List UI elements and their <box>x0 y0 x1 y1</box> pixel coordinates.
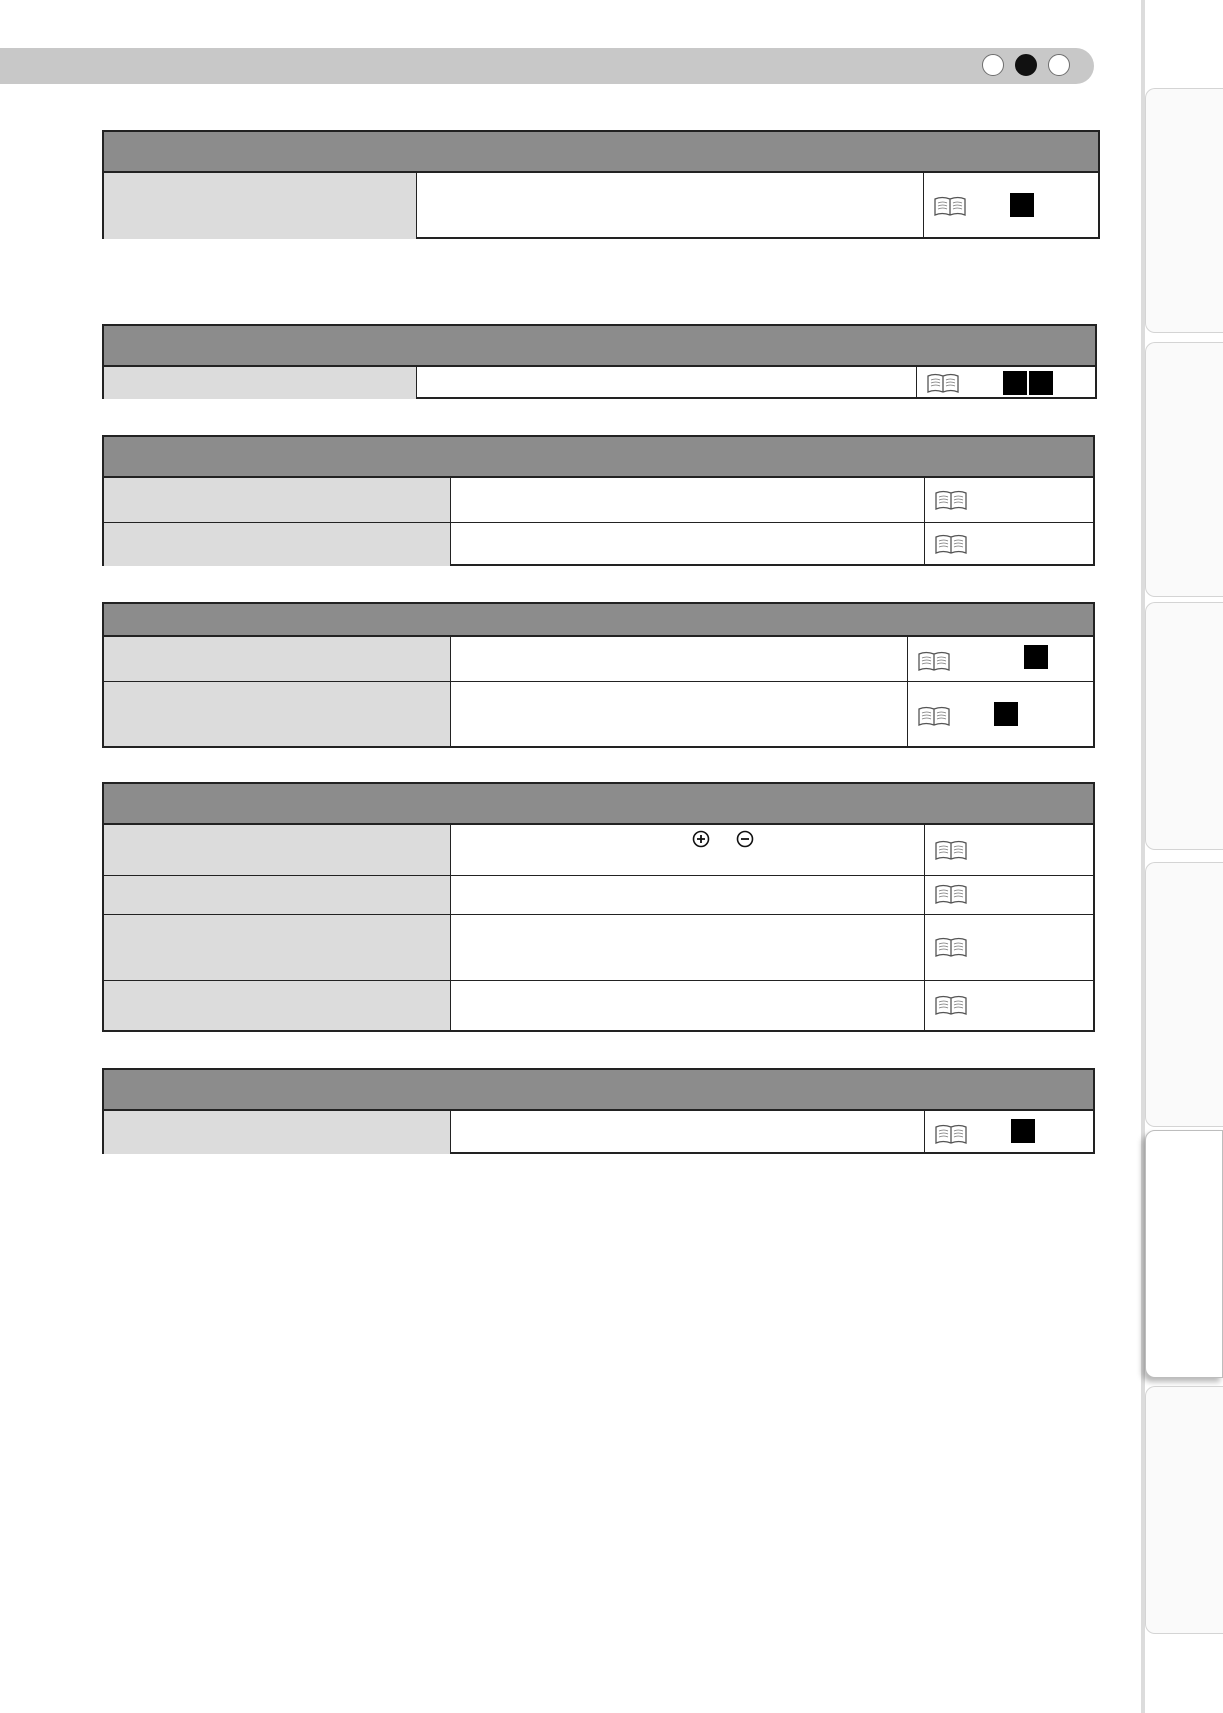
table-row <box>104 478 1093 522</box>
table-row <box>104 637 1093 681</box>
book-icon <box>918 705 950 727</box>
chapter-marker <box>1029 371 1053 395</box>
page-reference-cell <box>925 478 1093 522</box>
page-reference-cell <box>925 915 1093 980</box>
row-label-cell <box>104 981 451 1030</box>
row-label-cell <box>104 637 451 681</box>
row-description-cell <box>417 367 917 399</box>
row-description-cell <box>451 825 925 875</box>
side-tab-1[interactable] <box>1145 88 1223 333</box>
row-description-cell <box>451 478 925 522</box>
page-indicator <box>982 54 1070 76</box>
indicator-dot-2-active <box>1015 54 1037 76</box>
section-header <box>104 437 1093 478</box>
row-label-cell <box>104 682 451 746</box>
settings-table-2 <box>102 324 1097 399</box>
section-header <box>104 132 1098 173</box>
row-label-cell <box>104 825 451 875</box>
table-row <box>104 522 1093 566</box>
table-row <box>104 1111 1093 1154</box>
page-reference-cell <box>924 173 1098 239</box>
side-tab-4[interactable] <box>1145 862 1223 1127</box>
book-icon <box>927 372 959 394</box>
row-description-cell <box>451 876 925 914</box>
book-icon <box>935 1123 967 1145</box>
book-icon <box>935 839 967 861</box>
section-header <box>104 604 1093 637</box>
row-label-cell <box>104 876 451 914</box>
book-icon <box>935 883 967 905</box>
section-header <box>104 326 1095 367</box>
table-row <box>104 173 1098 239</box>
page-header-bar <box>0 48 1094 84</box>
page-reference-cell <box>917 367 1095 399</box>
book-icon <box>934 195 966 217</box>
page-reference-cell <box>908 682 1093 746</box>
chapter-marker <box>1024 645 1048 669</box>
page-reference-cell <box>908 637 1093 681</box>
page-reference-cell <box>925 981 1093 1030</box>
book-icon <box>918 650 950 672</box>
indicator-dot-1 <box>982 54 1004 76</box>
row-description-cell <box>417 173 924 239</box>
page-reference-cell <box>925 876 1093 914</box>
row-label-cell <box>104 915 451 980</box>
row-description-cell <box>451 523 925 566</box>
row-description-cell <box>451 637 908 681</box>
settings-table-6 <box>102 1068 1095 1154</box>
chapter-marker <box>1003 371 1027 395</box>
table-row <box>104 681 1093 746</box>
row-description-cell <box>451 981 925 1030</box>
row-description-cell <box>451 915 925 980</box>
row-description-cell <box>451 682 908 746</box>
table-row <box>104 875 1093 914</box>
row-label-cell <box>104 478 451 522</box>
row-label-cell <box>104 523 451 566</box>
side-tab-5-active[interactable] <box>1145 1130 1223 1378</box>
table-row <box>104 367 1095 399</box>
book-icon <box>935 533 967 555</box>
chapter-marker <box>994 702 1018 726</box>
section-header <box>104 1070 1093 1111</box>
page-reference-cell <box>925 825 1093 875</box>
row-description-cell <box>451 1111 925 1154</box>
chapter-marker <box>1010 193 1034 217</box>
book-icon <box>935 994 967 1016</box>
settings-table-5 <box>102 782 1095 1032</box>
page-reference-cell <box>925 1111 1093 1154</box>
page-reference-cell <box>925 523 1093 566</box>
minus-circle-icon <box>736 830 754 848</box>
table-row <box>104 980 1093 1030</box>
row-label-cell <box>104 1111 451 1154</box>
side-tab-6[interactable] <box>1145 1386 1223 1634</box>
table-row <box>104 914 1093 980</box>
table-row <box>104 825 1093 875</box>
row-label-cell <box>104 367 417 399</box>
plus-circle-icon <box>692 830 710 848</box>
side-tab-2[interactable] <box>1145 342 1223 597</box>
book-icon <box>935 936 967 958</box>
settings-table-1 <box>102 130 1100 239</box>
book-icon <box>935 489 967 511</box>
section-header <box>104 784 1093 825</box>
row-label-cell <box>104 173 417 239</box>
side-tab-3[interactable] <box>1145 602 1223 850</box>
indicator-dot-3 <box>1048 54 1070 76</box>
settings-table-3 <box>102 435 1095 566</box>
chapter-marker <box>1011 1119 1035 1143</box>
settings-table-4 <box>102 602 1095 748</box>
